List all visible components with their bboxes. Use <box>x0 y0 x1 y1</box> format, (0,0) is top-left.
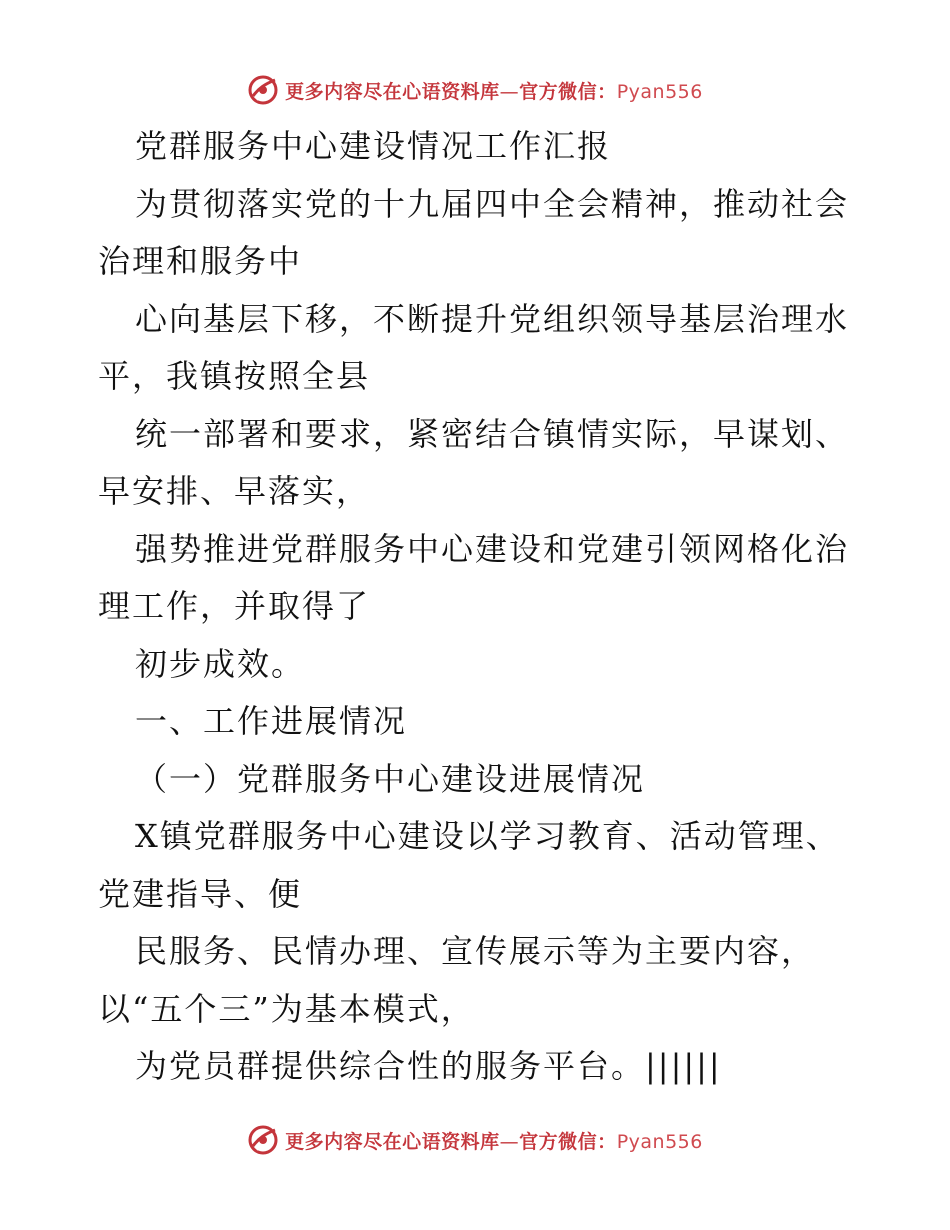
watermark-text <box>285 1127 703 1154</box>
watermark-contact-id: Pyan556 <box>616 1130 703 1153</box>
paragraph-line-7: 强势推进党群服务中心建设和党建引领网格化治 <box>135 529 850 568</box>
paragraph-line-2: 治理和服务中 <box>98 242 303 280</box>
paragraph-line-13: 党建指导、便 <box>98 874 303 913</box>
paragraph-line-3: 心向基层下移，不断提升党组织领导基层治理水 <box>135 299 850 338</box>
paragraph-line-14: 民服务、民情办理、宣传展示等为主要内容， <box>135 932 816 970</box>
paragraph-line-12: X镇党群服务中心建设以学习教育、活动管理、 <box>135 817 840 855</box>
paragraph-line-1: 为贯彻落实党的十九届四中全会精神，推动社会 <box>135 184 850 223</box>
watermark-site: 更多内容尽在心语资料库 <box>285 1130 500 1153</box>
section-heading-1: 一、工作进展情况 <box>135 702 408 740</box>
watermark-contact-label: 官方微信： <box>519 1130 617 1153</box>
watermark-text <box>285 77 703 104</box>
watermark-separator: — <box>499 80 520 103</box>
paragraph-line-15: 以“五个三”为基本模式， <box>98 989 475 1028</box>
paragraph-line-6: 早安排、早落实， <box>98 472 371 510</box>
document-body <box>98 118 858 1096</box>
paragraph-line-8: 理工作，并取得了 <box>98 587 371 625</box>
paragraph-line-4: 平，我镇按照全县 <box>98 357 371 395</box>
watermark-separator: — <box>499 1130 520 1153</box>
header-watermark <box>0 70 950 110</box>
paragraph-line-9: 初步成效。 <box>135 644 306 683</box>
paragraph-line-5: 统一部署和要求，紧密结合镇情实际，早谋划、 <box>135 414 850 453</box>
paragraph-line-16: 为党员群提供综合性的服务平台。|||||| <box>135 1047 722 1085</box>
footer-watermark <box>0 1120 950 1160</box>
watermark-contact-label: 官方微信： <box>519 80 617 103</box>
seal-logo-icon <box>247 74 279 106</box>
seal-logo-icon <box>247 1124 279 1156</box>
subsection-heading-1: （一）党群服务中心建设进展情况 <box>135 759 646 798</box>
document-title: 党群服务中心建设情况工作汇报 <box>135 127 612 165</box>
watermark-contact-id: Pyan556 <box>616 80 703 103</box>
watermark-site: 更多内容尽在心语资料库 <box>285 80 500 103</box>
